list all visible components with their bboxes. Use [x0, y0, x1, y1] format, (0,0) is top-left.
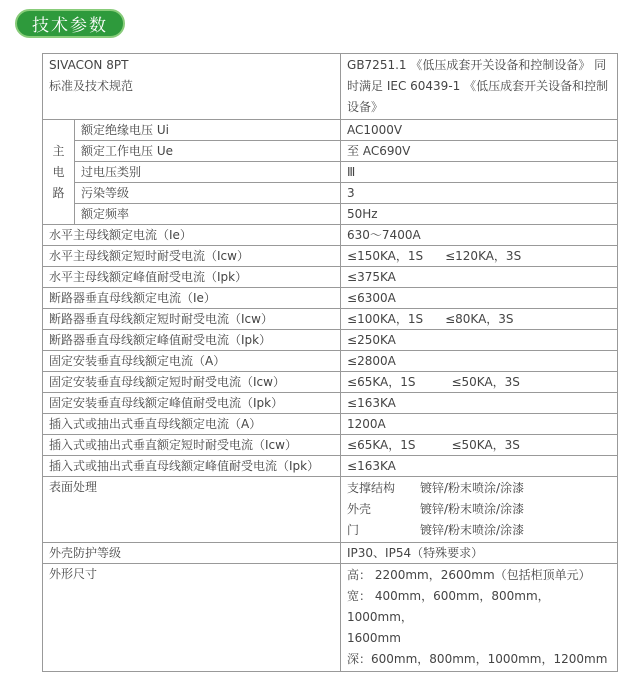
param-label: 污染等级	[75, 183, 341, 204]
param-label: 额定绝缘电压 Ui	[75, 120, 341, 141]
main-circuit-row	[43, 120, 618, 141]
dimensions-value: 高： 2200mm，2600mm（包括柜顶单元） 宽： 400mm，600mm，800mm，1000mm， 1600mm 深：600mm，800mm，1000mm，1200mm	[341, 564, 618, 672]
table-row	[43, 288, 618, 309]
table-row	[43, 267, 618, 288]
param-label: 固定安装垂直母线额定短时耐受电流（Icw）	[43, 372, 341, 393]
table-row	[43, 309, 618, 330]
standard-value: GB7251.1 《低压成套开关设备和控制设备》 同 时满足 IEC 60439-1 《低压成套开关设备和控制 设备》	[341, 54, 618, 120]
param-value: ≤250KA	[341, 330, 618, 351]
param-label: 过电压类别	[75, 162, 341, 183]
param-label: 断路器垂直母线额定峰值耐受电流（Ipk）	[43, 330, 341, 351]
param-value: ≤163KA	[341, 456, 618, 477]
main-circuit-row	[43, 141, 618, 162]
param-label: 额定工作电压 Ue	[75, 141, 341, 162]
param-label: 固定安装垂直母线额定峰值耐受电流（Ipk）	[43, 393, 341, 414]
param-value: ≤163KA	[341, 393, 618, 414]
standard-label: SIVACON 8PT 标准及技术规范	[43, 54, 341, 120]
table-row	[43, 372, 618, 393]
section-title: 技术参数	[15, 9, 125, 38]
protection-label: 外壳防护等级	[43, 543, 341, 564]
param-value: ≤100KA，1S ≤80KA，3S	[341, 309, 618, 330]
param-value: ≤6300A	[341, 288, 618, 309]
table-row	[43, 225, 618, 246]
param-label: 断路器垂直母线额定电流（Ie）	[43, 288, 341, 309]
param-label: 水平主母线额定峰值耐受电流（Ipk）	[43, 267, 341, 288]
param-label: 固定安装垂直母线额定电流（A）	[43, 351, 341, 372]
param-value: Ⅲ	[341, 162, 618, 183]
row-dimensions	[43, 564, 618, 672]
param-label: 水平主母线额定短时耐受电流（Icw）	[43, 246, 341, 267]
table-row	[43, 393, 618, 414]
param-value: AC1000V	[341, 120, 618, 141]
surface-value: 支撑结构 镀锌/粉末喷涂/涂漆 外壳 镀锌/粉末喷涂/涂漆 门 镀锌/粉末喷涂/涂漆	[341, 477, 618, 543]
main-circuit-row	[43, 204, 618, 225]
table-row	[43, 351, 618, 372]
row-protection	[43, 543, 618, 564]
param-value: 至 AC690V	[341, 141, 618, 162]
main-circuit-row	[43, 162, 618, 183]
protection-value: IP30、IP54（特殊要求）	[341, 543, 618, 564]
param-value: ≤65KA，1S ≤50KA，3S	[341, 372, 618, 393]
param-label: 水平主母线额定电流（Ie）	[43, 225, 341, 246]
param-label: 插入式或抽出式垂直母线额定电流（A）	[43, 414, 341, 435]
param-value: 3	[341, 183, 618, 204]
table-row	[43, 414, 618, 435]
param-label: 插入式或抽出式垂直额定短时耐受电流（Icw）	[43, 435, 341, 456]
param-value: ≤2800A	[341, 351, 618, 372]
row-surface	[43, 477, 618, 543]
param-value: 1200A	[341, 414, 618, 435]
param-value: ≤375KA	[341, 267, 618, 288]
table-row	[43, 456, 618, 477]
param-value: 630～7400A	[341, 225, 618, 246]
table-row	[43, 246, 618, 267]
dimensions-label: 外形尺寸	[43, 564, 341, 672]
main-circuit-row	[43, 183, 618, 204]
table-row	[43, 330, 618, 351]
row-standard	[43, 54, 618, 120]
param-label: 插入式或抽出式垂直母线额定峰值耐受电流（Ipk）	[43, 456, 341, 477]
spec-table	[42, 53, 618, 672]
main-circuit-label: 主 电 路	[43, 120, 75, 225]
param-value: 50Hz	[341, 204, 618, 225]
param-value: ≤65KA，1S ≤50KA，3S	[341, 435, 618, 456]
param-label: 额定频率	[75, 204, 341, 225]
param-label: 断路器垂直母线额定短时耐受电流（Icw）	[43, 309, 341, 330]
param-value: ≤150KA，1S ≤120KA，3S	[341, 246, 618, 267]
table-row	[43, 435, 618, 456]
surface-label: 表面处理	[43, 477, 341, 543]
